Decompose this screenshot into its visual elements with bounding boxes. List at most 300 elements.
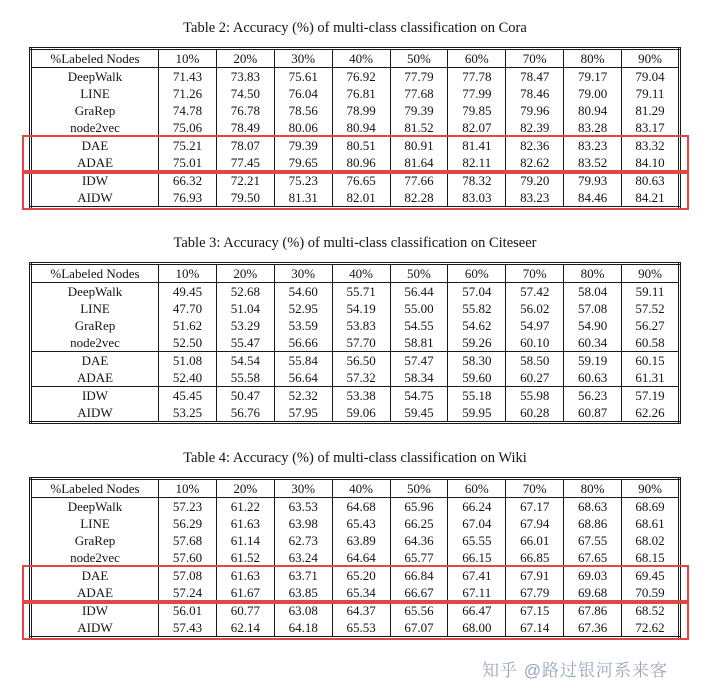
accuracy-cell: 57.32: [332, 369, 390, 387]
table-row-node2vec: [31, 334, 680, 352]
method-label: DAE: [81, 353, 109, 368]
accuracy-cell: 57.95: [274, 404, 332, 423]
accuracy-cell: 56.50: [332, 352, 390, 370]
accuracy-cell: 66.84: [390, 567, 448, 585]
highlighted-row-group: [31, 567, 680, 602]
table-header: [31, 479, 680, 498]
method-label: node2vec: [70, 120, 120, 135]
accuracy-cell: 73.83: [216, 68, 274, 86]
accuracy-cell: 64.36: [390, 532, 448, 549]
table-3-caption: Table 3: Accuracy (%) of multi-class classification on Citeseer: [173, 235, 537, 251]
table-2-wrapper: [29, 47, 681, 209]
accuracy-cell: 74.78: [159, 102, 217, 119]
col-header-percent: 80%: [564, 479, 622, 498]
col-header-percent: 20%: [216, 479, 274, 498]
accuracy-cell: 55.58: [216, 369, 274, 387]
accuracy-cell: 83.23: [506, 189, 564, 208]
accuracy-cell: 61.52: [216, 549, 274, 567]
accuracy-cell: 66.47: [448, 602, 506, 620]
accuracy-cell: 83.28: [564, 119, 622, 137]
accuracy-cell: 59.19: [564, 352, 622, 370]
accuracy-cell: 56.02: [506, 300, 564, 317]
accuracy-cell: 77.45: [216, 154, 274, 172]
accuracy-cell: 63.24: [274, 549, 332, 567]
table-header: [31, 49, 680, 68]
accuracy-cell: 81.52: [390, 119, 448, 137]
accuracy-cell: 61.22: [216, 498, 274, 516]
accuracy-cell: 56.01: [159, 602, 217, 620]
row-group: [31, 498, 680, 567]
accuracy-cell: 79.39: [390, 102, 448, 119]
table-row-node2vec: [31, 549, 680, 567]
accuracy-cell: 52.95: [274, 300, 332, 317]
accuracy-cell: 54.75: [390, 387, 448, 405]
table-row-line: [31, 85, 680, 102]
method-label: DeepWalk: [67, 499, 123, 514]
accuracy-cell: 84.21: [622, 189, 680, 208]
accuracy-cell: 54.97: [506, 317, 564, 334]
accuracy-cell: 53.38: [332, 387, 390, 405]
accuracy-cell: 82.28: [390, 189, 448, 208]
col-header-percent: 30%: [274, 49, 332, 68]
col-header-percent: 30%: [274, 264, 332, 283]
table-row-node2vec: [31, 119, 680, 137]
accuracy-cell: 67.14: [506, 619, 564, 638]
table-row-adae: [31, 584, 680, 602]
accuracy-cell: 63.98: [274, 515, 332, 532]
accuracy-cell: 78.99: [332, 102, 390, 119]
accuracy-cell: 57.52: [622, 300, 680, 317]
accuracy-cell: 51.08: [159, 352, 217, 370]
accuracy-cell: 67.07: [390, 619, 448, 638]
accuracy-cell: 83.03: [448, 189, 506, 208]
col-header-percent: 70%: [506, 264, 564, 283]
accuracy-cell: 53.59: [274, 317, 332, 334]
accuracy-cell: 84.46: [564, 189, 622, 208]
wiki-accuracy-table: [29, 477, 681, 639]
col-header-percent: 50%: [390, 479, 448, 498]
accuracy-cell: 68.86: [564, 515, 622, 532]
col-header-percent: 90%: [622, 479, 680, 498]
accuracy-cell: 57.43: [159, 619, 217, 638]
accuracy-cell: 68.69: [622, 498, 680, 516]
method-label: ADAE: [76, 370, 114, 385]
col-header-percent: 50%: [390, 264, 448, 283]
accuracy-cell: 61.14: [216, 532, 274, 549]
table-3-section: [0, 235, 710, 424]
accuracy-cell: 57.08: [159, 567, 217, 585]
accuracy-cell: 67.86: [564, 602, 622, 620]
accuracy-cell: 51.62: [159, 317, 217, 334]
accuracy-cell: 80.06: [274, 119, 332, 137]
accuracy-cell: 60.87: [564, 404, 622, 423]
accuracy-cell: 78.49: [216, 119, 274, 137]
accuracy-cell: 66.67: [390, 584, 448, 602]
accuracy-cell: 68.63: [564, 498, 622, 516]
table-row-dae: [31, 567, 680, 585]
accuracy-cell: 56.44: [390, 283, 448, 301]
accuracy-cell: 75.61: [274, 68, 332, 86]
table-row-adae: [31, 154, 680, 172]
accuracy-cell: 77.66: [390, 172, 448, 190]
col-header-labeled-nodes: %Labeled Nodes: [50, 51, 140, 66]
accuracy-cell: 77.79: [390, 68, 448, 86]
col-header-percent: 10%: [159, 479, 217, 498]
citeseer-accuracy-table: [29, 262, 681, 424]
accuracy-cell: 52.68: [216, 283, 274, 301]
accuracy-cell: 57.47: [390, 352, 448, 370]
accuracy-cell: 72.21: [216, 172, 274, 190]
accuracy-cell: 82.36: [506, 137, 564, 155]
table-row-grarep: [31, 317, 680, 334]
accuracy-cell: 61.63: [216, 567, 274, 585]
table-row-dae: [31, 352, 680, 370]
method-label: DAE: [81, 568, 109, 583]
accuracy-cell: 45.45: [159, 387, 217, 405]
accuracy-cell: 54.55: [390, 317, 448, 334]
method-label: AIDW: [77, 620, 113, 635]
accuracy-cell: 80.51: [332, 137, 390, 155]
accuracy-cell: 67.94: [506, 515, 564, 532]
accuracy-cell: 54.62: [448, 317, 506, 334]
table-row-dae: [31, 137, 680, 155]
header-row: [31, 479, 680, 498]
accuracy-cell: 69.68: [564, 584, 622, 602]
accuracy-cell: 55.00: [390, 300, 448, 317]
col-header-percent: 90%: [622, 264, 680, 283]
accuracy-cell: 67.11: [448, 584, 506, 602]
accuracy-cell: 54.90: [564, 317, 622, 334]
accuracy-cell: 79.11: [622, 85, 680, 102]
accuracy-cell: 75.23: [274, 172, 332, 190]
accuracy-cell: 55.82: [448, 300, 506, 317]
accuracy-cell: 65.53: [332, 619, 390, 638]
accuracy-cell: 51.04: [216, 300, 274, 317]
accuracy-cell: 59.06: [332, 404, 390, 423]
paper-page: [0, 20, 710, 639]
accuracy-cell: 52.50: [159, 334, 217, 352]
accuracy-cell: 71.26: [159, 85, 217, 102]
accuracy-cell: 56.66: [274, 334, 332, 352]
table-header: [31, 264, 680, 283]
accuracy-cell: 79.50: [216, 189, 274, 208]
accuracy-cell: 60.10: [506, 334, 564, 352]
accuracy-cell: 66.01: [506, 532, 564, 549]
method-label: IDW: [82, 173, 108, 188]
table-row-line: [31, 300, 680, 317]
accuracy-cell: 65.20: [332, 567, 390, 585]
col-header-percent: 60%: [448, 264, 506, 283]
accuracy-cell: 59.95: [448, 404, 506, 423]
accuracy-cell: 67.79: [506, 584, 564, 602]
accuracy-cell: 50.47: [216, 387, 274, 405]
accuracy-cell: 76.04: [274, 85, 332, 102]
accuracy-cell: 81.29: [622, 102, 680, 119]
accuracy-cell: 65.55: [448, 532, 506, 549]
accuracy-cell: 55.18: [448, 387, 506, 405]
accuracy-cell: 61.31: [622, 369, 680, 387]
accuracy-cell: 82.11: [448, 154, 506, 172]
accuracy-cell: 68.52: [622, 602, 680, 620]
method-label: node2vec: [70, 335, 120, 350]
accuracy-cell: 80.96: [332, 154, 390, 172]
accuracy-cell: 83.32: [622, 137, 680, 155]
method-label: AIDW: [77, 190, 113, 205]
accuracy-cell: 58.81: [390, 334, 448, 352]
highlighted-row-group: [31, 172, 680, 208]
accuracy-cell: 79.96: [506, 102, 564, 119]
accuracy-cell: 75.01: [159, 154, 217, 172]
accuracy-cell: 56.64: [274, 369, 332, 387]
accuracy-cell: 68.61: [622, 515, 680, 532]
accuracy-cell: 58.30: [448, 352, 506, 370]
table-row-idw: [31, 602, 680, 620]
accuracy-cell: 62.26: [622, 404, 680, 423]
accuracy-cell: 57.24: [159, 584, 217, 602]
table-2-caption: Table 2: Accuracy (%) of multi-class classification on Cora: [183, 20, 527, 36]
accuracy-cell: 56.29: [159, 515, 217, 532]
col-header-percent: 40%: [332, 479, 390, 498]
accuracy-cell: 69.45: [622, 567, 680, 585]
accuracy-cell: 75.06: [159, 119, 217, 137]
col-header-percent: 30%: [274, 479, 332, 498]
accuracy-cell: 79.17: [564, 68, 622, 86]
table-row-deepwalk: [31, 498, 680, 516]
accuracy-cell: 57.60: [159, 549, 217, 567]
col-header-percent: 20%: [216, 49, 274, 68]
method-label: ADAE: [76, 155, 114, 170]
accuracy-cell: 67.41: [448, 567, 506, 585]
col-header-labeled-nodes: %Labeled Nodes: [50, 266, 140, 281]
accuracy-cell: 79.04: [622, 68, 680, 86]
accuracy-cell: 80.94: [332, 119, 390, 137]
method-label: AIDW: [77, 405, 113, 420]
accuracy-cell: 65.34: [332, 584, 390, 602]
accuracy-cell: 77.78: [448, 68, 506, 86]
accuracy-cell: 69.03: [564, 567, 622, 585]
highlighted-row-group: [31, 602, 680, 638]
accuracy-cell: 63.71: [274, 567, 332, 585]
accuracy-cell: 80.63: [622, 172, 680, 190]
accuracy-cell: 54.60: [274, 283, 332, 301]
accuracy-cell: 78.56: [274, 102, 332, 119]
table-4-wrapper: [29, 477, 681, 639]
accuracy-cell: 56.27: [622, 317, 680, 334]
accuracy-cell: 60.27: [506, 369, 564, 387]
accuracy-cell: 66.85: [506, 549, 564, 567]
table-row-aidw: [31, 189, 680, 208]
accuracy-cell: 58.04: [564, 283, 622, 301]
col-header-percent: 60%: [448, 49, 506, 68]
accuracy-cell: 68.02: [622, 532, 680, 549]
accuracy-cell: 68.00: [448, 619, 506, 638]
accuracy-cell: 61.67: [216, 584, 274, 602]
accuracy-cell: 55.47: [216, 334, 274, 352]
accuracy-cell: 64.37: [332, 602, 390, 620]
accuracy-cell: 49.45: [159, 283, 217, 301]
accuracy-cell: 54.19: [332, 300, 390, 317]
accuracy-cell: 83.52: [564, 154, 622, 172]
zhihu-watermark: 知乎 @路过银河系来客: [482, 661, 668, 680]
accuracy-cell: 80.91: [390, 137, 448, 155]
table-row-idw: [31, 387, 680, 405]
accuracy-cell: 64.18: [274, 619, 332, 638]
accuracy-cell: 60.58: [622, 334, 680, 352]
highlighted-row-group: [31, 137, 680, 172]
accuracy-cell: 47.70: [159, 300, 217, 317]
accuracy-cell: 82.39: [506, 119, 564, 137]
accuracy-cell: 70.59: [622, 584, 680, 602]
accuracy-cell: 53.83: [332, 317, 390, 334]
accuracy-cell: 57.19: [622, 387, 680, 405]
accuracy-cell: 78.07: [216, 137, 274, 155]
accuracy-cell: 62.14: [216, 619, 274, 638]
accuracy-cell: 67.04: [448, 515, 506, 532]
method-label: node2vec: [70, 550, 120, 565]
accuracy-cell: 67.55: [564, 532, 622, 549]
accuracy-cell: 66.24: [448, 498, 506, 516]
table-4-section: [0, 450, 710, 639]
table-row-grarep: [31, 532, 680, 549]
accuracy-cell: 65.96: [390, 498, 448, 516]
accuracy-cell: 57.68: [159, 532, 217, 549]
col-header-percent: 10%: [159, 264, 217, 283]
cora-accuracy-table: [29, 47, 681, 209]
method-label: LINE: [80, 301, 110, 316]
accuracy-cell: 79.65: [274, 154, 332, 172]
accuracy-cell: 77.99: [448, 85, 506, 102]
accuracy-cell: 55.98: [506, 387, 564, 405]
accuracy-cell: 78.46: [506, 85, 564, 102]
accuracy-cell: 54.54: [216, 352, 274, 370]
row-group: [31, 352, 680, 387]
table-row-adae: [31, 369, 680, 387]
accuracy-cell: 82.62: [506, 154, 564, 172]
method-label: DAE: [81, 138, 109, 153]
accuracy-cell: 68.15: [622, 549, 680, 567]
accuracy-cell: 57.08: [564, 300, 622, 317]
accuracy-cell: 78.47: [506, 68, 564, 86]
col-header-percent: 80%: [564, 49, 622, 68]
accuracy-cell: 59.11: [622, 283, 680, 301]
accuracy-cell: 79.93: [564, 172, 622, 190]
accuracy-cell: 66.32: [159, 172, 217, 190]
row-group: [31, 387, 680, 423]
method-label: IDW: [82, 603, 108, 618]
accuracy-cell: 55.84: [274, 352, 332, 370]
table-row-idw: [31, 172, 680, 190]
accuracy-cell: 65.77: [390, 549, 448, 567]
accuracy-cell: 76.93: [159, 189, 217, 208]
accuracy-cell: 71.43: [159, 68, 217, 86]
col-header-percent: 90%: [622, 49, 680, 68]
accuracy-cell: 83.17: [622, 119, 680, 137]
accuracy-cell: 57.04: [448, 283, 506, 301]
table-row-deepwalk: [31, 68, 680, 86]
accuracy-cell: 82.07: [448, 119, 506, 137]
accuracy-cell: 61.63: [216, 515, 274, 532]
accuracy-cell: 64.64: [332, 549, 390, 567]
col-header-percent: 60%: [448, 479, 506, 498]
header-row: [31, 49, 680, 68]
table-row-deepwalk: [31, 283, 680, 301]
accuracy-cell: 65.43: [332, 515, 390, 532]
accuracy-cell: 62.73: [274, 532, 332, 549]
accuracy-cell: 57.70: [332, 334, 390, 352]
method-label: GraRep: [74, 533, 116, 548]
col-header-labeled-nodes: %Labeled Nodes: [50, 481, 140, 496]
accuracy-cell: 63.08: [274, 602, 332, 620]
accuracy-cell: 82.01: [332, 189, 390, 208]
accuracy-cell: 52.32: [274, 387, 332, 405]
accuracy-cell: 66.25: [390, 515, 448, 532]
accuracy-cell: 83.23: [564, 137, 622, 155]
method-label: DeepWalk: [67, 69, 123, 84]
accuracy-cell: 60.28: [506, 404, 564, 423]
accuracy-cell: 63.89: [332, 532, 390, 549]
method-label: GraRep: [74, 318, 116, 333]
col-header-percent: 70%: [506, 49, 564, 68]
accuracy-cell: 81.41: [448, 137, 506, 155]
table-3-wrapper: [29, 262, 681, 424]
table-row-grarep: [31, 102, 680, 119]
accuracy-cell: 79.39: [274, 137, 332, 155]
method-label: LINE: [80, 86, 110, 101]
col-header-percent: 80%: [564, 264, 622, 283]
col-header-percent: 40%: [332, 49, 390, 68]
accuracy-cell: 63.53: [274, 498, 332, 516]
table-2-section: [0, 20, 710, 209]
accuracy-cell: 56.23: [564, 387, 622, 405]
accuracy-cell: 67.65: [564, 549, 622, 567]
accuracy-cell: 72.62: [622, 619, 680, 638]
accuracy-cell: 84.10: [622, 154, 680, 172]
accuracy-cell: 57.42: [506, 283, 564, 301]
header-row: [31, 264, 680, 283]
accuracy-cell: 64.68: [332, 498, 390, 516]
accuracy-cell: 52.40: [159, 369, 217, 387]
accuracy-cell: 58.50: [506, 352, 564, 370]
accuracy-cell: 53.25: [159, 404, 217, 423]
accuracy-cell: 76.78: [216, 102, 274, 119]
accuracy-cell: 76.81: [332, 85, 390, 102]
accuracy-cell: 77.68: [390, 85, 448, 102]
accuracy-cell: 65.56: [390, 602, 448, 620]
table-row-line: [31, 515, 680, 532]
table-row-aidw: [31, 619, 680, 638]
accuracy-cell: 81.64: [390, 154, 448, 172]
accuracy-cell: 76.92: [332, 68, 390, 86]
accuracy-cell: 60.15: [622, 352, 680, 370]
col-header-percent: 70%: [506, 479, 564, 498]
method-label: GraRep: [74, 103, 116, 118]
accuracy-cell: 59.26: [448, 334, 506, 352]
accuracy-cell: 53.29: [216, 317, 274, 334]
accuracy-cell: 79.20: [506, 172, 564, 190]
accuracy-cell: 59.45: [390, 404, 448, 423]
accuracy-cell: 60.77: [216, 602, 274, 620]
row-group: [31, 283, 680, 352]
accuracy-cell: 67.15: [506, 602, 564, 620]
accuracy-cell: 76.65: [332, 172, 390, 190]
method-label: ADAE: [76, 585, 114, 600]
accuracy-cell: 67.36: [564, 619, 622, 638]
table-4-caption: Table 4: Accuracy (%) of multi-class classification on Wiki: [183, 450, 527, 466]
accuracy-cell: 58.34: [390, 369, 448, 387]
accuracy-cell: 67.91: [506, 567, 564, 585]
accuracy-cell: 79.00: [564, 85, 622, 102]
method-label: DeepWalk: [67, 284, 123, 299]
